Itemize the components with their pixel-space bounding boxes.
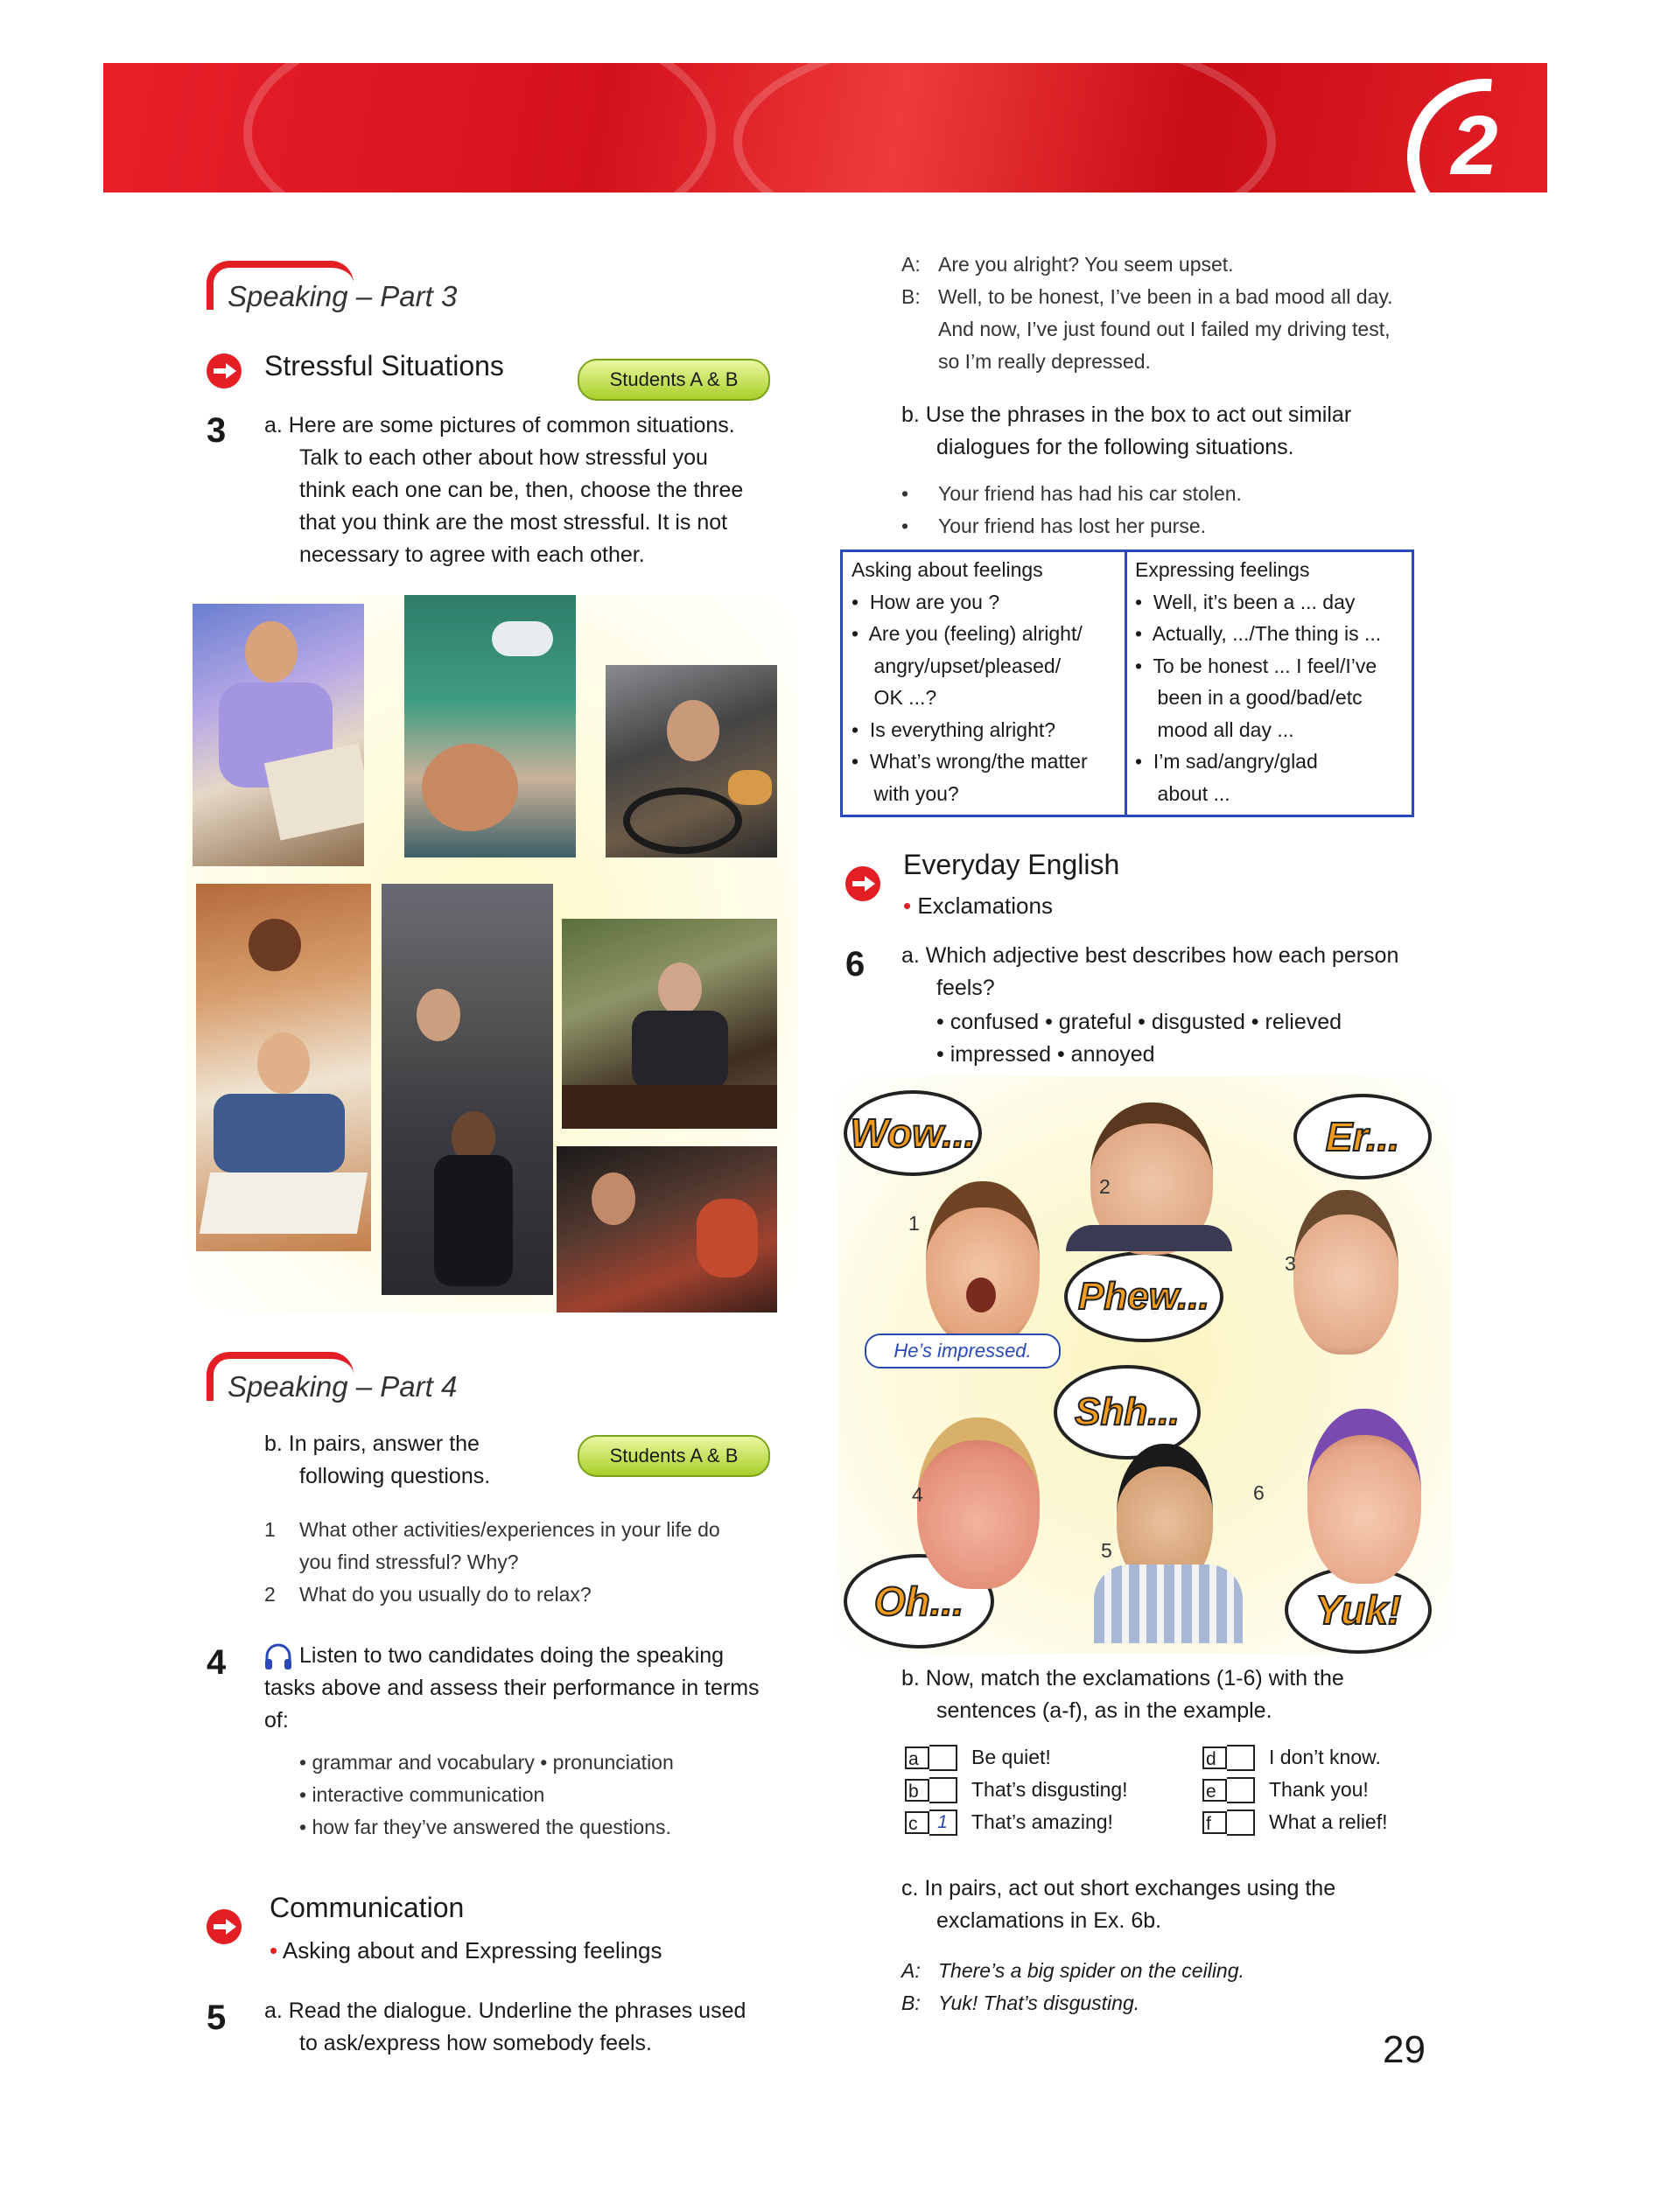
exercise-5b-instructions bbox=[901, 399, 1426, 464]
table-column-expressing bbox=[1135, 554, 1406, 816]
exercise-6b-instructions bbox=[901, 1662, 1426, 1727]
question-number: 1 bbox=[264, 1518, 276, 1541]
photo-face bbox=[592, 1172, 635, 1225]
unit-badge bbox=[1391, 63, 1558, 242]
dialogue-text bbox=[938, 281, 1393, 378]
text-line: that you think are the most stressful. It is not bbox=[299, 510, 728, 535]
table-divider bbox=[1125, 552, 1127, 815]
question-number: 2 bbox=[264, 1583, 276, 1606]
adjective-list bbox=[936, 1006, 1426, 1071]
title-communication: Communication bbox=[270, 1892, 465, 1923]
sentence: What a relief! bbox=[1269, 1810, 1388, 1833]
text-line: exclamations in Ex. 6b. bbox=[936, 1908, 1162, 1933]
sentence: That’s amazing! bbox=[971, 1810, 1113, 1833]
text-line: to ask/express how somebody feels. bbox=[299, 2031, 652, 2055]
person-2-shirt bbox=[1066, 1225, 1232, 1251]
table-cell: about ... bbox=[1135, 781, 1230, 805]
person-4-face bbox=[917, 1418, 1040, 1589]
table-cell: • To be honest ... I feel/I’ve bbox=[1135, 654, 1377, 677]
list-item: • Your friend has lost her purse. bbox=[901, 510, 1426, 542]
answer-input[interactable] bbox=[929, 1777, 957, 1803]
text-line: sentences (a-f), as in the example. bbox=[936, 1698, 1272, 1723]
subtitle-text: Asking about and Expressing feelings bbox=[282, 1937, 662, 1964]
example-dialogue bbox=[901, 1955, 1426, 2020]
text-line: think each one can be, then, choose the three bbox=[299, 478, 744, 502]
photo-wheel bbox=[623, 788, 742, 854]
text-line: c. In pairs, act out short exchanges using the bbox=[901, 1876, 1336, 1900]
person-3-face bbox=[1293, 1190, 1398, 1354]
answer-letter: d bbox=[1202, 1746, 1227, 1769]
answer-letter: e bbox=[1202, 1779, 1227, 1802]
match-row bbox=[905, 1774, 1167, 1806]
situation-text: Your friend has had his car stolen. bbox=[938, 482, 1242, 505]
photo-shirt bbox=[214, 1094, 345, 1172]
matching-column-left bbox=[905, 1741, 1167, 1838]
dialogue-line bbox=[901, 248, 1426, 281]
exercise-b-instructions bbox=[264, 1428, 579, 1493]
speech-bubble bbox=[1293, 1094, 1432, 1180]
table-cell: • Actually, .../The thing is ... bbox=[1135, 622, 1382, 645]
speech-bubble bbox=[844, 1090, 982, 1176]
question-text: What do you usually do to relax? bbox=[299, 1583, 592, 1606]
speaker: A: bbox=[901, 1959, 921, 1982]
table-cell: • How are you ? bbox=[852, 590, 1000, 613]
answer-letter: f bbox=[1202, 1811, 1227, 1834]
photo-burger bbox=[728, 770, 772, 805]
photo-rush-hour bbox=[382, 884, 553, 1295]
text-line: b. Now, match the exclamations (1-6) with the bbox=[901, 1666, 1344, 1690]
photo-suit bbox=[632, 1011, 728, 1089]
subtitle-exclamations: • Exclamations bbox=[903, 892, 1053, 919]
person-number: 5 bbox=[1101, 1539, 1112, 1562]
exclamation-text: Phew... bbox=[1078, 1275, 1209, 1318]
answer-letter: c bbox=[905, 1811, 929, 1834]
person-number: 6 bbox=[1253, 1481, 1265, 1504]
exclamation-text: Shh... bbox=[1075, 1390, 1180, 1433]
text-line: necessary to agree with each other. bbox=[299, 542, 645, 567]
sentence: Thank you! bbox=[1269, 1778, 1369, 1801]
photo-collage bbox=[186, 595, 798, 1312]
table-header: Asking about feelings bbox=[852, 558, 1043, 581]
photo-dentist bbox=[404, 595, 576, 858]
text-line: Well, to be honest, I’ve been in a bad mood all day. bbox=[938, 285, 1393, 308]
table-cell: • Is everything alright? bbox=[852, 718, 1056, 741]
photo-moving-house bbox=[193, 604, 364, 866]
person-number: 1 bbox=[908, 1212, 920, 1235]
text-line: What other activities/experiences in your life do bbox=[299, 1518, 720, 1541]
section-heading-speaking-part3: Speaking – Part 3 bbox=[228, 280, 458, 312]
photo-figure bbox=[245, 621, 298, 682]
situation-text: Your friend has lost her purse. bbox=[938, 514, 1206, 537]
text-line: • confused • grateful • disgusted • relieved bbox=[936, 1010, 1342, 1034]
match-row bbox=[1202, 1741, 1430, 1774]
speech-bubble bbox=[1064, 1251, 1223, 1342]
dialogue-text: There’s a big spider on the ceiling. bbox=[938, 1959, 1244, 1982]
photo-face bbox=[658, 962, 702, 1015]
person-1-face bbox=[926, 1181, 1040, 1348]
arrow-icon bbox=[207, 354, 242, 388]
photo-driver bbox=[606, 665, 777, 858]
photo-face bbox=[667, 700, 719, 761]
list-item bbox=[264, 1514, 789, 1578]
table-cell: angry/upset/pleased/ bbox=[852, 654, 1062, 677]
answer-letter: a bbox=[905, 1746, 929, 1769]
photo-mask bbox=[492, 621, 553, 656]
exercise-number: 5 bbox=[207, 1998, 227, 2037]
text-line: b. In pairs, answer the bbox=[264, 1432, 480, 1456]
photo-exam bbox=[196, 884, 371, 1251]
matching-column-right bbox=[1202, 1741, 1430, 1838]
photo-figure bbox=[249, 919, 301, 971]
matching-exercise bbox=[905, 1741, 1430, 1841]
photo-suit bbox=[434, 1155, 513, 1286]
list-item bbox=[264, 1578, 789, 1611]
match-row bbox=[905, 1741, 1167, 1774]
dialogue-line bbox=[901, 1987, 1426, 2020]
text-line: a. Here are some pictures of common situations. bbox=[264, 413, 735, 438]
text-line: so I’m really depressed. bbox=[938, 350, 1151, 373]
situations-list bbox=[901, 478, 1426, 542]
sentence: That’s disgusting! bbox=[971, 1778, 1128, 1801]
exclamation-text: Wow... bbox=[850, 1110, 976, 1156]
dialogue-line bbox=[901, 1955, 1426, 1987]
answer-input[interactable] bbox=[1227, 1745, 1255, 1771]
speaker: B: bbox=[901, 285, 921, 308]
title-everyday-english: Everyday English bbox=[903, 849, 1120, 880]
example-answer-box: He’s impressed. bbox=[865, 1334, 1061, 1368]
match-row bbox=[905, 1806, 1167, 1838]
feelings-phrases-table bbox=[840, 550, 1414, 817]
person-number: 3 bbox=[1285, 1252, 1296, 1275]
photo-figure bbox=[697, 1199, 758, 1278]
text-line: b. Use the phrases in the box to act out similar bbox=[901, 402, 1352, 427]
text-line: dialogues for the following situations. bbox=[936, 435, 1294, 459]
assessment-criteria bbox=[299, 1746, 789, 1844]
person-6-face bbox=[1307, 1409, 1421, 1584]
students-badge: Students A & B bbox=[578, 1435, 770, 1477]
subtitle-text: Exclamations bbox=[917, 892, 1053, 919]
photo-meeting bbox=[562, 919, 777, 1129]
page-number: 29 bbox=[1383, 2028, 1426, 2071]
students-badge: Students A & B bbox=[578, 359, 770, 401]
table-header: Expressing feelings bbox=[1135, 558, 1310, 581]
person-5-shirt bbox=[1094, 1564, 1243, 1643]
photo-table bbox=[562, 1085, 777, 1129]
text-line: Talk to each other about how stressful you bbox=[299, 445, 708, 470]
text-line: feels? bbox=[936, 976, 995, 1000]
table-cell: with you? bbox=[852, 781, 959, 805]
exclamation-text: Er... bbox=[1325, 1114, 1400, 1159]
exercise-number: 6 bbox=[845, 945, 866, 984]
table-cell: • What’s wrong/the matter bbox=[852, 750, 1088, 773]
questions-list bbox=[264, 1514, 789, 1611]
exercise-number: 3 bbox=[207, 411, 227, 450]
answer-input[interactable] bbox=[1227, 1810, 1255, 1836]
photo-paper bbox=[200, 1172, 368, 1234]
arrow-icon bbox=[207, 1909, 242, 1944]
exercise-6a-instructions bbox=[901, 940, 1426, 1004]
dialogue-line bbox=[901, 281, 1426, 378]
text-line: following questions. bbox=[299, 1464, 491, 1488]
speaker: A: bbox=[901, 253, 921, 276]
text-line: a. Read the dialogue. Underline the phrases used bbox=[264, 1998, 746, 2023]
question-text bbox=[299, 1514, 789, 1578]
table-cell: mood all day ... bbox=[1135, 718, 1294, 741]
exclamations-illustration bbox=[838, 1076, 1451, 1654]
list-item: • Your friend has had his car stolen. bbox=[901, 478, 1426, 510]
speaker: B: bbox=[901, 1992, 921, 2014]
sentence: Be quiet! bbox=[971, 1746, 1051, 1768]
table-column-asking bbox=[852, 554, 1123, 816]
arrow-icon bbox=[845, 866, 880, 901]
photo-public-speaking bbox=[557, 1146, 777, 1312]
text-line: of: bbox=[264, 1708, 289, 1732]
sentence: I don’t know. bbox=[1269, 1746, 1381, 1768]
photo-face bbox=[422, 744, 518, 831]
answer-input[interactable] bbox=[1227, 1777, 1255, 1803]
dialogue-text: Yuk! That’s disgusting. bbox=[938, 1992, 1140, 2014]
exercise-3a-instructions bbox=[264, 410, 789, 571]
unit-number: 2 bbox=[1451, 99, 1498, 192]
subtitle-communication: • Asking about and Expressing feelings bbox=[270, 1937, 662, 1964]
section-heading-speaking-part4: Speaking – Part 4 bbox=[228, 1370, 458, 1403]
photo-face bbox=[257, 1032, 310, 1094]
exercise-number: 4 bbox=[207, 1643, 227, 1682]
text-line: tasks above and assess their performance in terms bbox=[264, 1676, 760, 1700]
banner-swirl bbox=[243, 10, 716, 256]
text-line: • impressed • annoyed bbox=[936, 1042, 1155, 1067]
answer-input[interactable] bbox=[929, 1745, 957, 1771]
header-banner bbox=[103, 63, 1547, 192]
table-cell: been in a good/bad/etc bbox=[1135, 686, 1363, 709]
exercise-4-instructions bbox=[264, 1640, 789, 1737]
match-row bbox=[1202, 1774, 1430, 1806]
answer-letter: b bbox=[905, 1779, 929, 1802]
list-item: • grammar and vocabulary • pronunciation bbox=[299, 1751, 674, 1774]
person-number: 4 bbox=[912, 1483, 923, 1506]
photo-face bbox=[417, 989, 460, 1041]
dialogue-text: Are you alright? You seem upset. bbox=[938, 253, 1234, 276]
text-line: you find stressful? Why? bbox=[299, 1550, 519, 1573]
exclamation-text: Oh... bbox=[873, 1578, 964, 1624]
match-row bbox=[1202, 1806, 1430, 1838]
table-cell: • Are you (feeling) alright/ bbox=[852, 622, 1083, 645]
answer-input[interactable]: 1 bbox=[929, 1810, 957, 1836]
table-cell: OK ...? bbox=[852, 686, 937, 709]
banner-swirl bbox=[733, 28, 1276, 256]
person-number: 2 bbox=[1099, 1175, 1111, 1198]
table-cell: • Well, it’s been a ... day bbox=[1135, 590, 1356, 613]
text-line: a. Which adjective best describes how each person bbox=[901, 943, 1399, 968]
exercise-5a-instructions bbox=[264, 1995, 789, 2060]
title-stressful-situations: Stressful Situations bbox=[264, 350, 504, 382]
dialogue bbox=[901, 248, 1426, 378]
list-item: • how far they’ve answered the questions. bbox=[299, 1816, 671, 1838]
list-item: • interactive communication bbox=[299, 1783, 545, 1806]
exclamation-text: Yuk! bbox=[1315, 1587, 1401, 1633]
text-line: Listen to two candidates doing the speaking bbox=[299, 1643, 725, 1668]
text-line: And now, I’ve just found out I failed my driving test, bbox=[938, 318, 1391, 340]
table-cell: • I’m sad/angry/glad bbox=[1135, 750, 1318, 773]
exercise-6c-instructions bbox=[901, 1872, 1426, 1937]
open-mouth bbox=[966, 1278, 996, 1312]
